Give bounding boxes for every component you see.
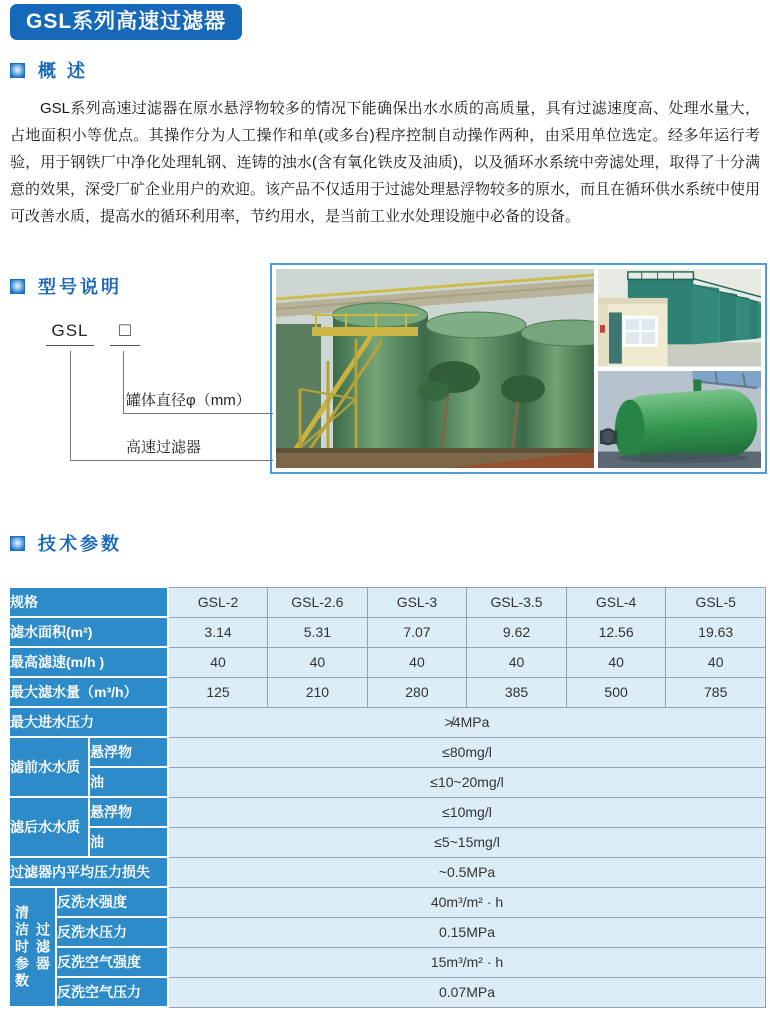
- table-row-pre-oil: [9, 767, 766, 797]
- model-header-cell: GSL-2.6: [268, 587, 368, 617]
- model-header-cell: GSL-5: [666, 587, 766, 617]
- table-row-backwash-air-pressure: [9, 977, 766, 1007]
- product-photo-montage: [270, 263, 767, 474]
- table-label-cell: 规格: [9, 587, 168, 617]
- section-model-heading: [10, 273, 270, 299]
- model-code-prefix: GSL: [46, 321, 94, 346]
- table-label-cell: 滤水面积(m²): [9, 617, 168, 647]
- table-row-pre-suspended: [9, 737, 766, 767]
- table-vertical-label-cell: [9, 887, 56, 1007]
- table-sublabel-cell: 反洗空气强度: [56, 947, 168, 977]
- model-header-cell: GSL-3.5: [467, 587, 567, 617]
- section-bullet-icon: [10, 279, 25, 294]
- table-row-inlet-pressure: [9, 707, 766, 737]
- table-value-cell: ≤10mg/l: [168, 797, 766, 827]
- filter-label: 高速过滤器: [126, 439, 202, 456]
- table-sublabel-cell: 悬浮物: [89, 737, 168, 767]
- model-header-cell: GSL-3: [367, 587, 467, 617]
- photo-horizontal-tank: [598, 371, 761, 469]
- table-value-cell: 15m³/m² · h: [168, 947, 766, 977]
- table-value-cell: 40: [467, 647, 567, 677]
- table-value-cell: 125: [168, 677, 268, 707]
- table-value-cell: 19.63: [666, 617, 766, 647]
- table-value-cell: 5.31: [268, 617, 368, 647]
- overview-heading-text: 概 述: [38, 61, 89, 81]
- table-value-cell: 12.56: [566, 617, 666, 647]
- vertical-label-wrap: [10, 905, 55, 990]
- table-row-flow: [9, 677, 766, 707]
- table-group-label-cell: 滤后水水质: [9, 797, 89, 857]
- table-row-post-suspended: [9, 797, 766, 827]
- table-sublabel-cell: 反洗水压力: [56, 917, 168, 947]
- table-value-cell: 40m³/m² · h: [168, 887, 766, 917]
- table-value-cell: 0.15MPa: [168, 917, 766, 947]
- model-code: [46, 321, 140, 346]
- table-row-speed: [9, 647, 766, 677]
- model-section: [0, 256, 770, 496]
- tanks-field-illustration: [276, 269, 594, 468]
- table-sublabel-cell: 悬浮物: [89, 797, 168, 827]
- table-row-header: [9, 587, 766, 617]
- table-value-cell: 9.62: [467, 617, 567, 647]
- table-row-pressure-loss: [9, 857, 766, 887]
- table-value-cell: 210: [268, 677, 368, 707]
- table-sublabel-cell: 反洗水强度: [56, 887, 168, 917]
- table-row-backwash-water-pressure: [9, 917, 766, 947]
- table-label-cell: 过滤器内平均压力损失: [9, 857, 168, 887]
- table-row-backwash-water-intensity: [9, 887, 766, 917]
- table-value-cell: ≤10~20mg/l: [168, 767, 766, 797]
- table-value-cell: 40: [566, 647, 666, 677]
- table-value-cell: 7.07: [367, 617, 467, 647]
- table-row-backwash-air-intensity: [9, 947, 766, 977]
- photo-tank-row-building: [598, 269, 761, 367]
- table-value-cell: 280: [367, 677, 467, 707]
- table-value-cell: ≤5~15mg/l: [168, 827, 766, 857]
- model-left-column: [0, 256, 270, 496]
- table-value-cell: 40: [666, 647, 766, 677]
- table-sublabel-cell: 油: [89, 827, 168, 857]
- photo-right-column: [598, 269, 761, 468]
- table-value-cell: ~0.5MPa: [168, 857, 766, 887]
- table-value-cell: ≤80mg/l: [168, 737, 766, 767]
- model-code-box: □: [110, 321, 140, 346]
- page-title: GSL系列高速过滤器: [10, 4, 242, 40]
- model-header-cell: GSL-2: [168, 587, 268, 617]
- tech-heading-text: 技术参数: [38, 534, 122, 554]
- tech-parameters-table: [8, 586, 766, 1008]
- section-overview-heading: [10, 57, 770, 83]
- table-sublabel-cell: 油: [89, 767, 168, 797]
- table-value-cell: 785: [666, 677, 766, 707]
- table-value-cell: 0.07MPa: [168, 977, 766, 1007]
- table-value-cell: 385: [467, 677, 567, 707]
- table-value-cell: 3.14: [168, 617, 268, 647]
- table-value-cell: 40: [367, 647, 467, 677]
- horizontal-tank-illustration: [598, 371, 761, 469]
- table-value-cell: 40: [268, 647, 368, 677]
- table-row-area: [9, 617, 766, 647]
- table-label-cell: 最大进水压力: [9, 707, 168, 737]
- model-header-cell: GSL-4: [566, 587, 666, 617]
- table-group-label-cell: 滤前水水质: [9, 737, 89, 797]
- section-tech-heading: [10, 530, 770, 556]
- table-value-cell: 500: [566, 677, 666, 707]
- table-value-cell: ≯4MPa: [168, 707, 766, 737]
- table-label-cell: 最大滤水量（m³/h）: [9, 677, 168, 707]
- model-heading-text: 型号说明: [38, 277, 122, 297]
- table-row-post-oil: [9, 827, 766, 857]
- overview-paragraph: GSL系列高速过滤器在原水悬浮物较多的情况下能确保出水水质的高质量，具有过滤速度高、处理水量大，占地面积小等优点。其操作分为人工操作和单(或多台)程序控制自动操作两种，由采用单位选定。经多年运行考验，用于钢铁厂中净化处理轧钢、连铸的浊水(含有氧化铁皮及油质)，以及循环水系统中旁滤处理，取得了十分满意的效果，深受厂矿企业用户的欢迎。该产品不仅适用于过滤处理悬浮物较多的原水，而且在循环供水系统中使用可改善水质，提高水的循环利用率，节约用水，是当前工业水处理设施中必备的设备。: [10, 100, 761, 225]
- tank-row-illustration: [598, 269, 761, 367]
- table-label-cell: 最高滤速(m/h ): [9, 647, 168, 677]
- table-sublabel-cell: 反洗空气压力: [56, 977, 168, 1007]
- vertical-label-left: 清洁时参数: [14, 904, 30, 990]
- section-bullet-icon: [10, 63, 25, 78]
- vertical-label-right: 过滤器: [35, 921, 51, 973]
- model-code-diagram: [28, 321, 283, 496]
- diameter-label: 罐体直径φ（mm）: [126, 392, 251, 409]
- photo-tanks-field: [276, 269, 594, 468]
- section-bullet-icon: [10, 536, 25, 551]
- table-value-cell: 40: [168, 647, 268, 677]
